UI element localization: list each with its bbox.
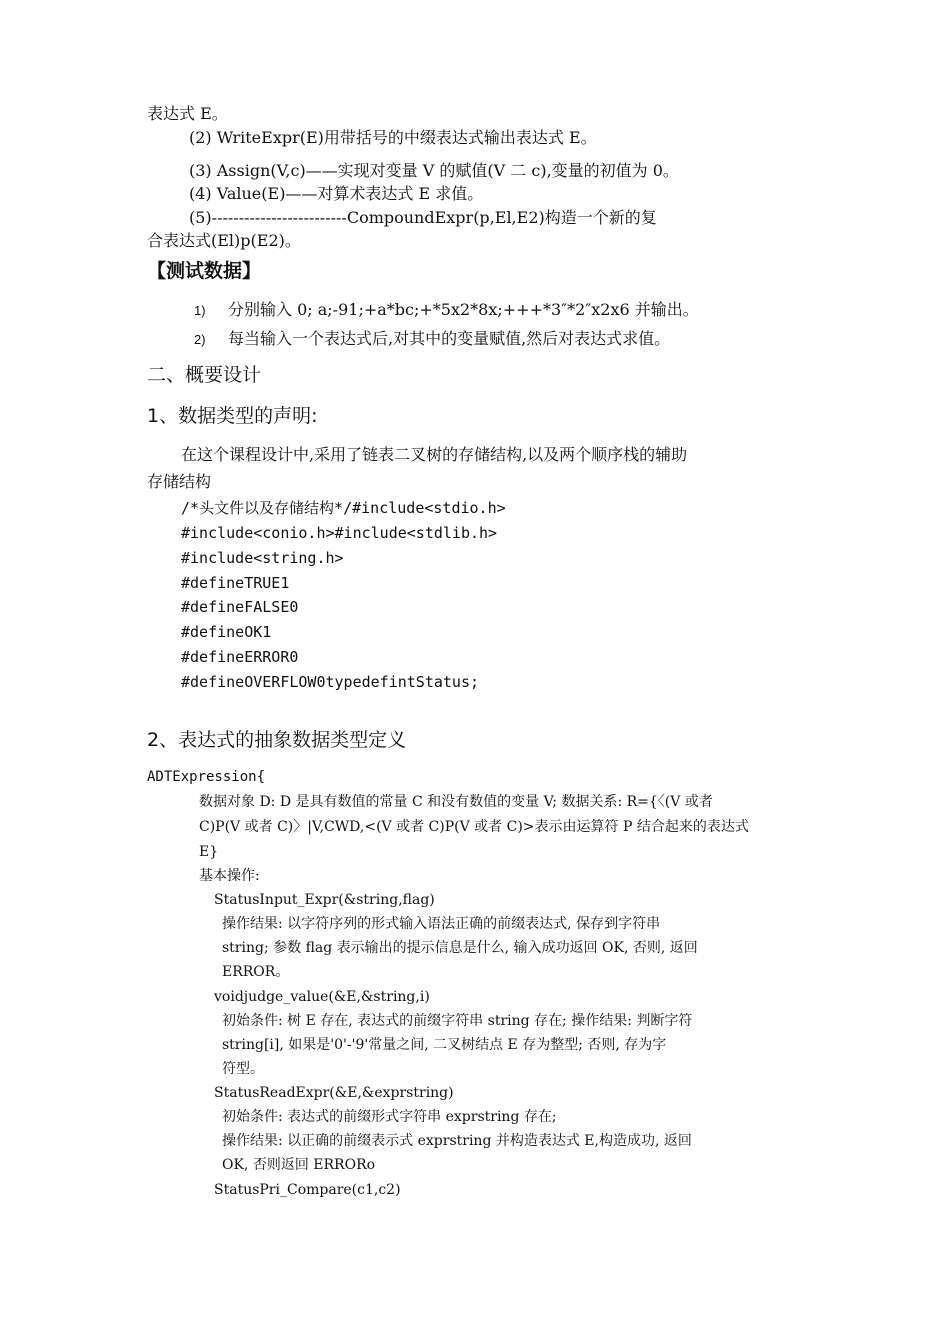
subsection-heading: 2、表达式的抽象数据类型定义 [147, 729, 407, 751]
text-line: (5)-------------------------CompoundExpr(p,El,E2)构造一个新的复 [189, 208, 657, 227]
adt-line: 数据对象 D: D 是具有数值的常量 C 和没有数值的变量 V; 数据关系: R={〈(V 或者 [199, 794, 713, 810]
list-text: 分别输入 0; a;-91;+a*bc;+*5x2*8x;+++*3″*2″x2x6 并输出。 [228, 300, 699, 319]
paragraph-line: 在这个课程设计中,采用了链表二叉树的存储结构,以及两个顺序栈的辅助 [181, 445, 688, 464]
list-number: 1) [194, 303, 206, 318]
adt-line: E} [199, 844, 219, 860]
operation-signature: StatusReadExpr(&E,&exprstring) [214, 1085, 454, 1101]
operation-desc: 初始条件: 树 E 存在, 表达式的前缀字符串 string 存在; 操作结果: 判断字符 [222, 1013, 693, 1029]
text-line: (4) Value(E)——对算术表达式 E 求值。 [189, 184, 484, 203]
operation-desc: 操作结果: 以字符序列的形式输入语法正确的前缀表达式, 保存到字符串 [222, 916, 661, 932]
code-line: #defineERROR0 [181, 648, 299, 666]
list-item [194, 331, 670, 347]
code-line: #defineTRUE1 [181, 574, 290, 592]
text-line: (2) WriteExpr(E)用带括号的中缀表达式输出表达式 E。 [189, 128, 597, 147]
code-line: #defineOK1 [181, 623, 272, 641]
code-line: #defineFALSE0 [181, 598, 299, 616]
adt-head: ADTExpression{ [147, 769, 266, 785]
operation-desc: string; 参数 flag 表示输出的提示信息是什么, 输入成功返回 OK, 否则, 返回 [222, 940, 698, 956]
code-line: #include<string.h> [181, 549, 344, 567]
operation-signature: voidjudge_value(&E,&string,i) [214, 989, 430, 1005]
text-line: 表达式 E。 [147, 104, 228, 123]
operation-desc: 操作结果: 以正确的前缀表示式 exprstring 并构造表达式 E,构造成功, 返回 [222, 1133, 692, 1149]
operation-signature: StatusPri_Compare(c1,c2) [214, 1182, 401, 1198]
subsection-heading: 1、数据类型的声明: [147, 405, 318, 427]
test-data-heading: 【测试数据】 [147, 260, 262, 282]
list-number: 2) [194, 332, 206, 347]
list-item [194, 302, 699, 318]
code-line: /*头文件以及存储结构*/#include<stdio.h> [181, 499, 506, 517]
operation-desc: OK, 否则返回 ERRORo [222, 1157, 376, 1173]
section-heading: 二、概要设计 [147, 364, 262, 386]
operation-desc: string[i], 如果是'0'-'9'常量之间, 二叉树结点 E 存为整型; 否则, 存为字 [222, 1037, 667, 1053]
adt-line: C)P(V 或者 C)〉|V,CWD,<(V 或者 C)P(V 或者 C)>表示由运算符 P 结合起来的表达式 [199, 819, 749, 835]
paragraph-line: 存储结构 [147, 472, 212, 491]
code-line: #defineOVERFLOW0typedefintStatus; [181, 673, 480, 691]
list-text: 每当输入一个表达式后,对其中的变量赋值,然后对表达式求值。 [228, 329, 671, 348]
text-line: 合表达式(El)p(E2)。 [147, 231, 301, 250]
adt-ops-label: 基本操作: [199, 868, 260, 884]
operation-desc: ERROR。 [222, 964, 290, 980]
code-line: #include<conio.h>#include<stdlib.h> [181, 524, 498, 542]
text-line: (3) Assign(V,c)——实现对变量 V 的赋值(V 二 c),变量的初值为 0。 [189, 161, 679, 180]
operation-signature: StatusInput_Expr(&string,flag) [214, 892, 435, 908]
operation-desc: 初始条件: 表达式的前缀形式字符串 exprstring 存在; [222, 1109, 557, 1125]
operation-desc: 符型。 [222, 1061, 264, 1077]
